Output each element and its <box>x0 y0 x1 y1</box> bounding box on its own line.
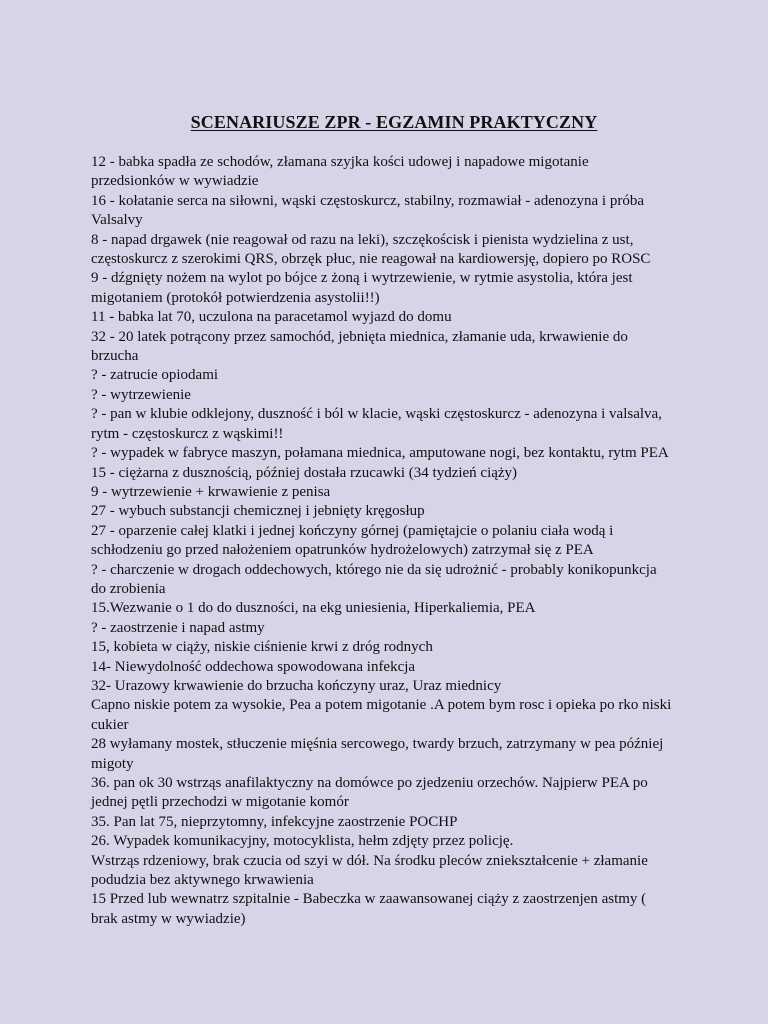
text-line: 15 - ciężarna z dusznością, później dostała rzucawki (34 tydzień ciąży) <box>91 464 518 481</box>
text-line: Valsalvy <box>91 212 143 229</box>
text-line: 35. Pan lat 75, nieprzytomny, infekcyjne zaostrzenie POCHP <box>91 813 458 830</box>
text-line: 15.Wezwanie o 1 do do duszności, na ekg uniesienia, Hiperkaliemia, PEA <box>91 600 536 617</box>
text-line: 11 - babka lat 70, uczulona na paracetamol wyjazd do domu <box>91 309 452 326</box>
text-line: 16 - kołatanie serca na siłowni, wąski częstoskurcz, stabilny, rozmawiał - adenozyna i próba <box>91 192 645 209</box>
text-line: brak astmy w wywiadzie) <box>91 910 246 927</box>
document-body <box>91 153 731 929</box>
text-line: podudzia bez aktywnego krwawienia <box>91 872 314 889</box>
text-line: jednej pętli przechodzi w migotanie komór <box>91 794 349 811</box>
text-line: ? - zaostrzenie i napad astmy <box>91 619 265 636</box>
text-line: 12 - babka spadła ze schodów, złamana szyjka kości udowej i napadowe migotanie <box>91 154 589 170</box>
text-line: 14- Niewydolność oddechowa spowodowana infekcja <box>91 658 416 675</box>
text-line: ? - zatrucie opiodami <box>91 367 219 384</box>
text-line: ? - wytrzewienie <box>91 386 191 403</box>
text-line: 27 - oparzenie całej klatki i jednej kończyny górnej (pamiętajcie o polaniu ciała wodą i <box>91 522 614 539</box>
text-line: 28 wyłamany mostek, stłuczenie mięśnia sercowego, twardy brzuch, zatrzymany w pea później <box>91 736 664 753</box>
document-title: SCENARIUSZE ZPR - EGZAMIN PRAKTYCZNY <box>190 112 598 132</box>
text-line: ? - charczenie w drogach oddechowych, którego nie da się udrożnić - probably konikopunkcja <box>91 561 657 578</box>
text-line: Wstrząs rdzeniowy, brak czucia od szyi w dół. Na środku pleców zniekształcenie + złamanie <box>91 852 648 869</box>
text-line: 36. pan ok 30 wstrząs anafilaktyczny na domówce po zjedzeniu orzechów. Najpierw PEA po <box>91 775 648 791</box>
text-line: 27 - wybuch substancji chemicznej i jebnięty kręgosłup <box>91 503 425 520</box>
text-line: ? - wypadek w fabryce maszyn, połamana miednica, amputowane nogi, bez kontaktu, rytm PEA <box>91 445 669 462</box>
text-line: ? - pan w klubie odklejony, duszność i ból w klacie, wąski częstoskurcz - adenozyna i valsalva, <box>91 406 662 423</box>
text-line: Capno niskie potem za wysokie, Pea a potem migotanie .A potem bym rosc i opieka po rko niski <box>91 697 672 714</box>
text-line: cukier <box>91 716 129 733</box>
text-line: 32 - 20 latek potrącony przez samochód, jebnięta miednica, złamanie uda, krwawienie do <box>91 328 628 345</box>
text-line: rytm - częstoskurcz z wąskimi!! <box>91 425 284 442</box>
text-line: 9 - wytrzewienie + krwawienie z penisa <box>91 483 331 500</box>
text-line: migoty <box>91 755 134 772</box>
text-line: 15, kobieta w ciąży, niskie ciśnienie krwi z dróg rodnych <box>91 639 433 656</box>
text-line: brzucha <box>91 348 139 365</box>
text-line: 15 Przed lub wewnatrz szpitalnie - Babeczka w zaawansowanej ciąży z zaostrzenjen astmy ( <box>91 891 647 908</box>
text-line: schłodzeniu go przed nałożeniem opatrunków hydrożelowych) zatrzymał się z PEA <box>91 542 594 559</box>
text-line: migotaniem (protokół potwierdzenia asystolii!!) <box>91 289 380 306</box>
text-line: 8 - napad drgawek (nie reagował od razu na leki), szczękościsk i pienista wydzielina z ust, <box>91 231 634 248</box>
text-line: do zrobienia <box>91 580 166 597</box>
text-line: 26. Wypadek komunikacyjny, motocyklista, hełm zdjęty przez policję. <box>91 833 514 850</box>
text-line: 32- Urazowy krwawienie do brzucha kończyny uraz, Uraz miednicy <box>91 677 502 694</box>
text-line: przedsionków w wywiadzie <box>91 173 259 190</box>
text-line: częstoskurcz z szerokimi QRS, obrzęk płuc, nie reagował na kardiowersję, dopiero po ROSC <box>91 251 651 268</box>
text-line: 9 - dźgnięty nożem na wylot po bójce z żoną i wytrzewienie, w rytmie asystolia, która jest <box>91 270 633 287</box>
